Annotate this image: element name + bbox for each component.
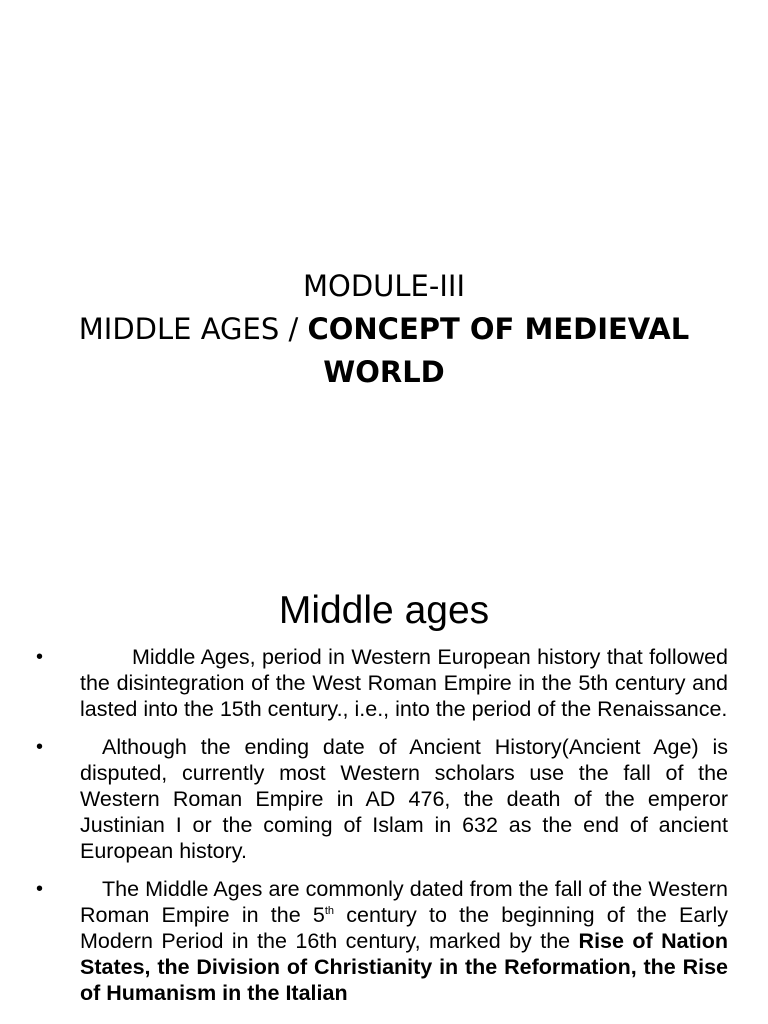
main-title-line xyxy=(0,308,768,351)
bullet-text: Although the ending date of Ancient History(Ancient Age) is disputed, currently most Western scholars use the fall of the Western Roman Empire in AD 476, the death of the emperor Justinian I or the coming of Islam in 632 as the end of ancient European history. xyxy=(80,735,728,863)
title-block xyxy=(0,265,768,394)
bullet-icon: • xyxy=(36,646,44,668)
bullet-text-bold: Rise of Nation States, the Division of Christianity in the Reformation, the Rise of Humanism in the Italian xyxy=(80,929,728,1005)
main-title-normal: MIDDLE AGES / xyxy=(78,312,308,346)
list-item xyxy=(0,734,768,864)
bullet-icon: • xyxy=(36,736,44,758)
bullet-icon: • xyxy=(36,878,44,900)
bullet-text-cont: century to the beginning of the Early Modern Period in the 16th century, marked by the xyxy=(80,903,728,953)
bullet-list xyxy=(0,644,768,1018)
main-title-line-2: WORLD xyxy=(323,355,445,389)
bullet-text: Middle Ages, period in Western European history that followed the disintegration of the West Roman Empire in the 5th century and lasted into the 15th century., i.e., into the period of the Renaissance. xyxy=(80,645,728,721)
bullet-text: The Middle Ages are commonly dated from the fall of the Western Roman Empire in the 5 xyxy=(80,877,728,927)
list-item xyxy=(0,644,768,722)
list-item xyxy=(0,876,768,1006)
superscript: th xyxy=(324,904,335,917)
module-heading: MODULE-III xyxy=(302,269,465,303)
slide-title: Middle ages xyxy=(278,589,490,632)
main-title-bold: CONCEPT OF MEDIEVAL xyxy=(307,312,690,346)
content-slide xyxy=(0,576,768,1024)
